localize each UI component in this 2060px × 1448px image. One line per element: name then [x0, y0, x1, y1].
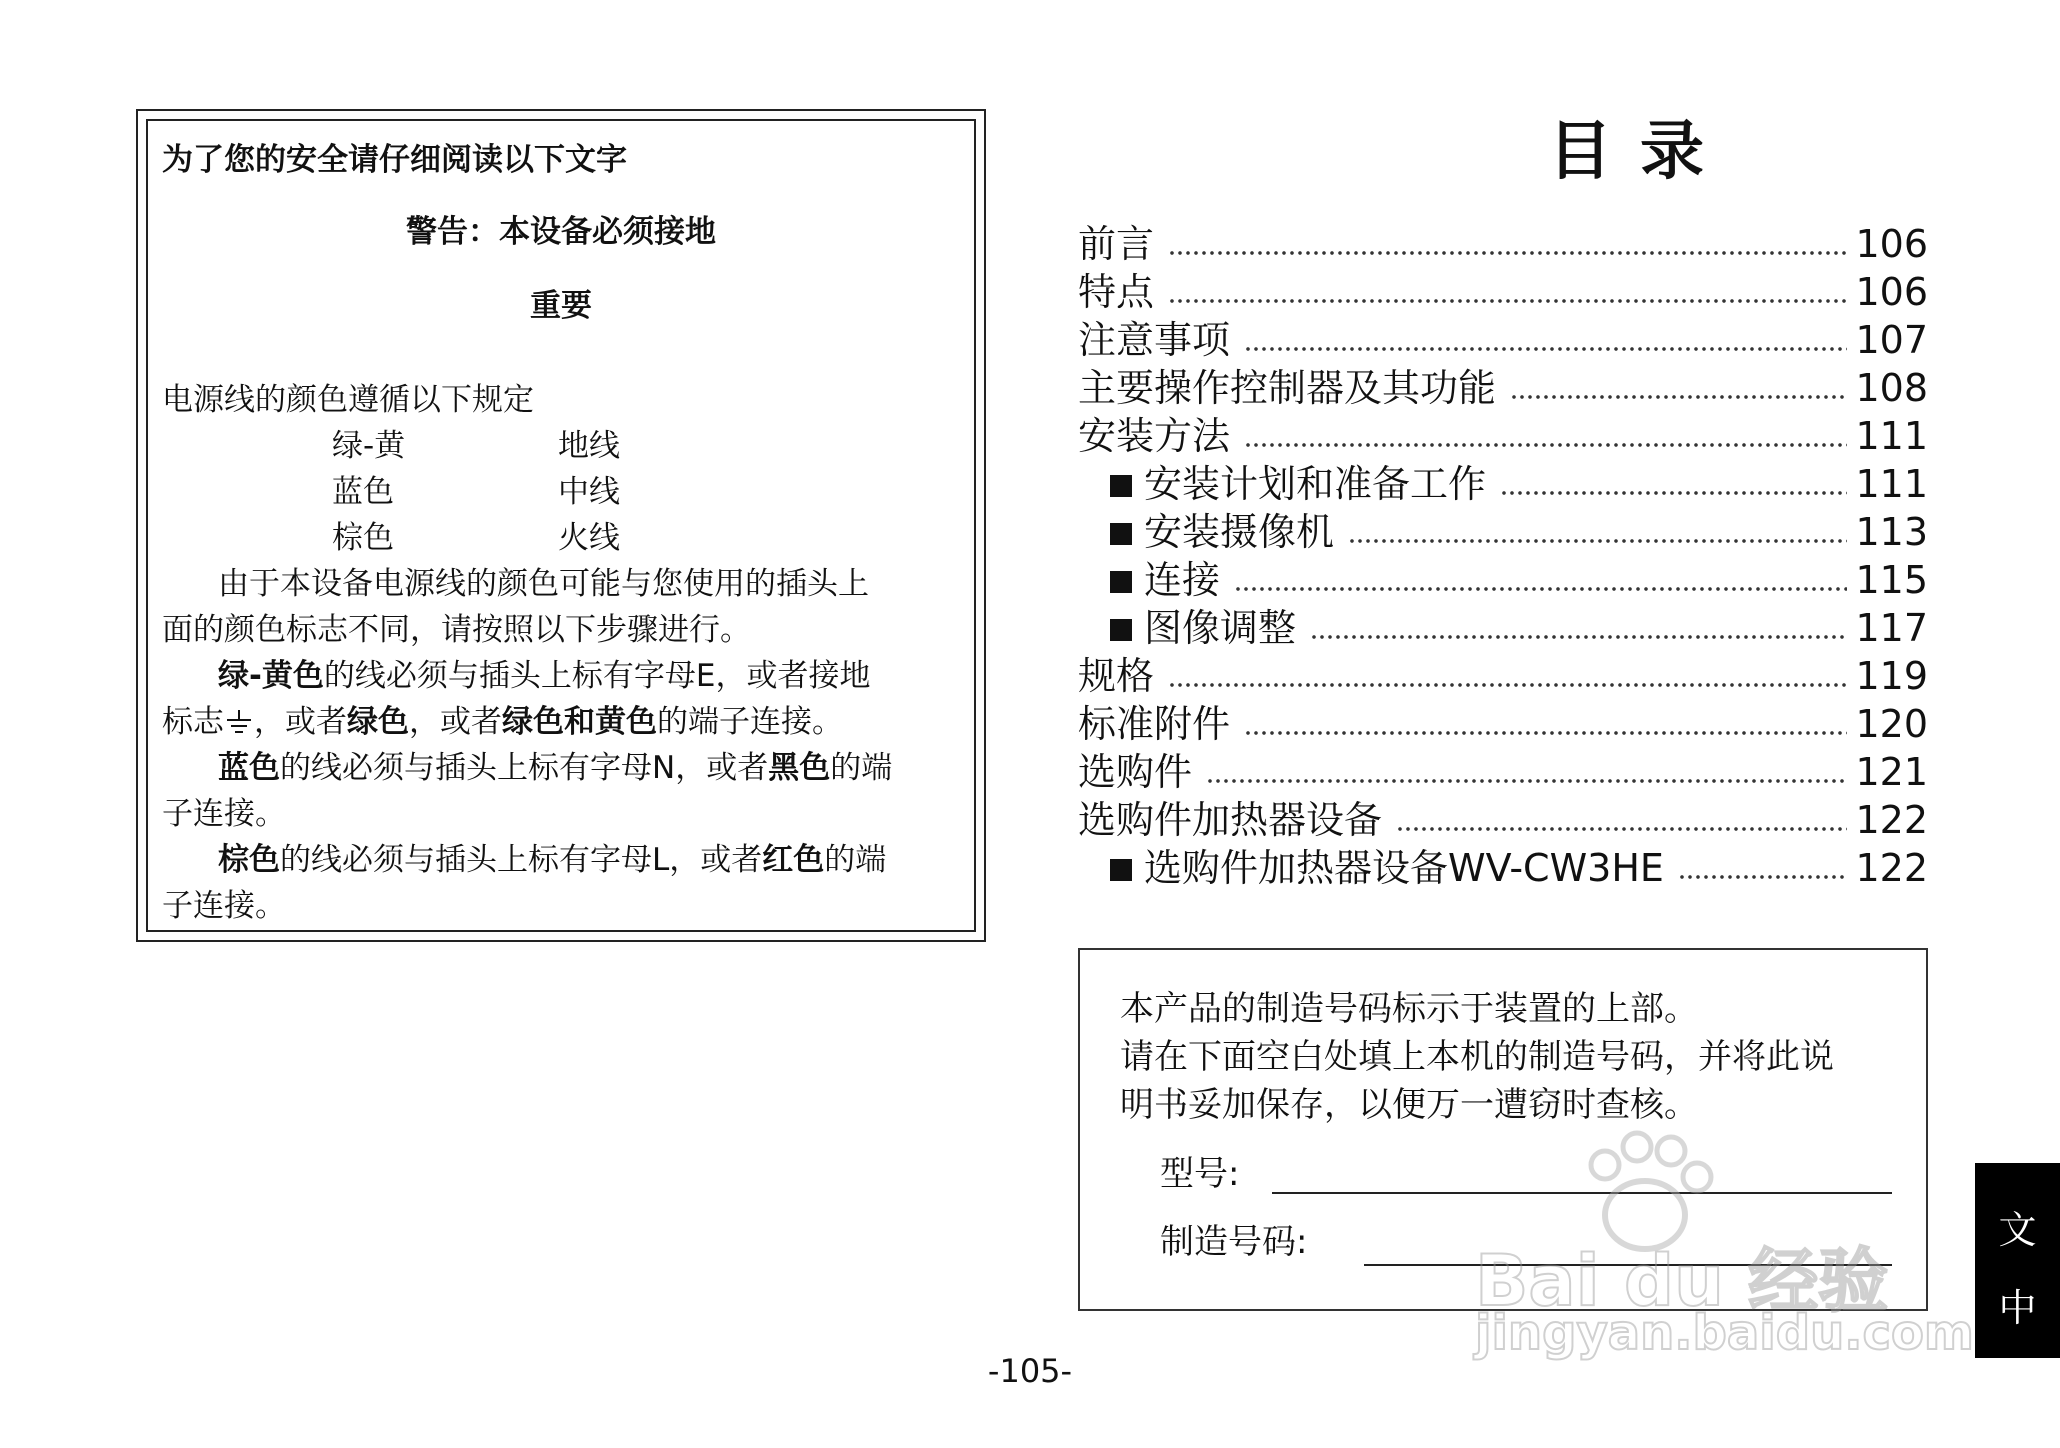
safety-notice-inner-frame [146, 119, 976, 932]
toc-entry[interactable] [1078, 796, 1928, 844]
paragraph-2-line-1 [218, 653, 870, 699]
bullet-square-icon [1110, 475, 1132, 497]
para4-text-1: 的线必须与插头上标有字母L，或者 [280, 842, 763, 878]
toc-entry[interactable] [1078, 652, 1928, 700]
toc-entry-page: 113 [1855, 510, 1928, 554]
bullet-square-icon [1110, 619, 1132, 641]
watermark-url-text: jingyan.baidu.com [1475, 1305, 1974, 1361]
wire-color-green-yellow: 绿-黄 [332, 428, 406, 464]
watermark-logo-text: Bai du 经验 [1475, 1240, 1889, 1322]
toc-dot-leader [1510, 371, 1847, 401]
term-green-and-yellow: 绿色和黄色 [502, 704, 657, 740]
para2-text-5: 的端子连接。 [657, 704, 843, 740]
toc-entry-label: 安装方法 [1078, 414, 1231, 458]
toc-subentry[interactable] [1110, 508, 1928, 556]
toc-entry[interactable] [1078, 220, 1928, 268]
term-green: 绿色 [347, 704, 409, 740]
important-heading: 重要 [530, 288, 592, 324]
toc-entry-label: 特点 [1078, 270, 1155, 314]
toc-dot-leader [1168, 275, 1847, 305]
toc-entry-label: 图像调整 [1144, 606, 1297, 650]
toc-entry[interactable] [1078, 364, 1928, 412]
paragraph-3-line-1 [218, 745, 892, 791]
toc-entry-page: 121 [1855, 750, 1928, 794]
para4-text-2: 的端 [824, 842, 887, 878]
toc-entry-label: 注意事项 [1078, 318, 1231, 362]
toc-subentry[interactable] [1110, 556, 1928, 604]
toc-entry-page: 115 [1855, 558, 1928, 602]
toc-subentry[interactable] [1110, 604, 1928, 652]
toc-dot-leader [1168, 227, 1847, 257]
toc-entry-page: 122 [1855, 846, 1928, 890]
toc-entry[interactable] [1078, 316, 1928, 364]
toc-entry-label: 规格 [1078, 654, 1155, 698]
toc-dot-leader [1244, 323, 1847, 353]
term-red: 红色 [762, 842, 825, 878]
wire-function-live: 火线 [558, 520, 620, 556]
toc-subentry[interactable] [1110, 460, 1928, 508]
paragraph-2-line-2 [162, 699, 843, 745]
toc-dot-leader [1168, 659, 1847, 689]
warning-ground: 警告：本设备必须接地 [406, 214, 716, 250]
toc-entry-label: 选购件加热器设备 [1078, 798, 1383, 842]
wire-color-blue: 蓝色 [332, 474, 394, 510]
serial-note-line-2: 请在下面空白处填上本机的制造号码，并将此说 [1120, 1037, 1834, 1077]
serial-note-line-1: 本产品的制造号码标示于装置的上部。 [1120, 989, 1698, 1029]
toc-entry-label: 标准附件 [1078, 702, 1231, 746]
toc-entry-page: 120 [1855, 702, 1928, 746]
wire-function-neutral: 中线 [558, 474, 620, 510]
toc-entry-label: 主要操作控制器及其功能 [1078, 366, 1497, 410]
toc-entry-label: 连接 [1144, 558, 1221, 602]
paragraph-3-line-2: 子连接。 [162, 796, 286, 832]
color-rule-intro: 电源线的颜色遵循以下规定 [162, 382, 534, 418]
toc-entry-page: 119 [1855, 654, 1928, 698]
term-brown: 棕色 [218, 842, 280, 878]
paragraph-1-line-1: 由于本设备电源线的颜色可能与您使用的插头上 [218, 566, 869, 602]
toc-dot-leader [1244, 419, 1847, 449]
bullet-square-icon [1110, 523, 1132, 545]
toc-entry-page: 106 [1855, 222, 1928, 266]
toc-subentry[interactable] [1110, 844, 1928, 892]
toc-entry-label: 前言 [1078, 222, 1155, 266]
serial-note-line-3: 明书妥加保存，以便万一遭窃时查核。 [1120, 1085, 1698, 1125]
language-tab-char-top: 文 [1998, 1208, 2037, 1252]
para2-text-3: ，或者 [254, 704, 347, 740]
toc-entry-label: 安装计划和准备工作 [1144, 462, 1487, 506]
language-tab [1975, 1163, 2060, 1358]
para2-text-4: ，或者 [409, 704, 502, 740]
wire-function-earth: 地线 [558, 428, 620, 464]
safety-heading: 为了您的安全请仔细阅读以下文字 [162, 142, 627, 178]
safety-notice-box [136, 109, 986, 942]
para2-text-1: 的线必须与插头上标有字母E，或者接地 [323, 658, 871, 694]
toc-dot-leader [1396, 803, 1847, 833]
toc-entry-label: 选购件 [1078, 750, 1193, 794]
term-black: 黑色 [768, 750, 831, 786]
toc-entry-label: 安装摄像机 [1144, 510, 1335, 554]
toc-dot-leader [1500, 467, 1847, 497]
wire-color-brown: 棕色 [332, 520, 394, 556]
page-number: -105- [987, 1352, 1073, 1390]
toc-entry-page: 117 [1855, 606, 1928, 650]
toc-entry-page: 111 [1855, 462, 1928, 506]
para3-text-2: 的端 [830, 750, 893, 786]
toc-entry[interactable] [1078, 700, 1928, 748]
language-tab-char-bottom: 中 [1998, 1286, 2037, 1330]
bullet-square-icon [1110, 571, 1132, 593]
para3-text-1: 的线必须与插头上标有字母N，或者 [280, 750, 769, 786]
serial-number-label: 制造号码: [1160, 1222, 1308, 1262]
baidu-jingyan-watermark [1465, 1125, 1974, 1365]
paragraph-1-line-2: 面的颜色标志不同，请按照以下步骤进行。 [162, 612, 751, 648]
paragraph-4-line-2: 子连接。 [162, 888, 286, 924]
paragraph-4-line-1 [218, 837, 886, 883]
toc-dot-leader [1206, 755, 1847, 785]
term-green-yellow: 绿-黄色 [218, 658, 324, 694]
toc-entry[interactable] [1078, 268, 1928, 316]
toc-entry-page: 122 [1855, 798, 1928, 842]
toc-dot-leader [1310, 611, 1847, 641]
toc-entry[interactable] [1078, 412, 1928, 460]
term-blue: 蓝色 [218, 750, 280, 786]
toc-entry-page: 108 [1855, 366, 1928, 410]
toc-dot-leader [1244, 707, 1847, 737]
toc-dot-leader [1234, 563, 1847, 593]
toc-entry[interactable] [1078, 748, 1928, 796]
toc-entry-label: 选购件加热器设备WV-CW3HE [1144, 846, 1664, 890]
para2-text-2: 标志 [162, 704, 224, 740]
toc-entry-page: 107 [1855, 318, 1928, 362]
model-label: 型号: [1160, 1154, 1240, 1194]
earth-symbol-icon [224, 703, 254, 733]
toc-title: 目录 [1548, 115, 1732, 189]
toc-dot-leader [1348, 515, 1847, 545]
toc-dot-leader [1678, 851, 1848, 881]
bullet-square-icon [1110, 859, 1132, 881]
toc-entry-page: 106 [1855, 270, 1928, 314]
toc-entry-page: 111 [1855, 414, 1928, 458]
